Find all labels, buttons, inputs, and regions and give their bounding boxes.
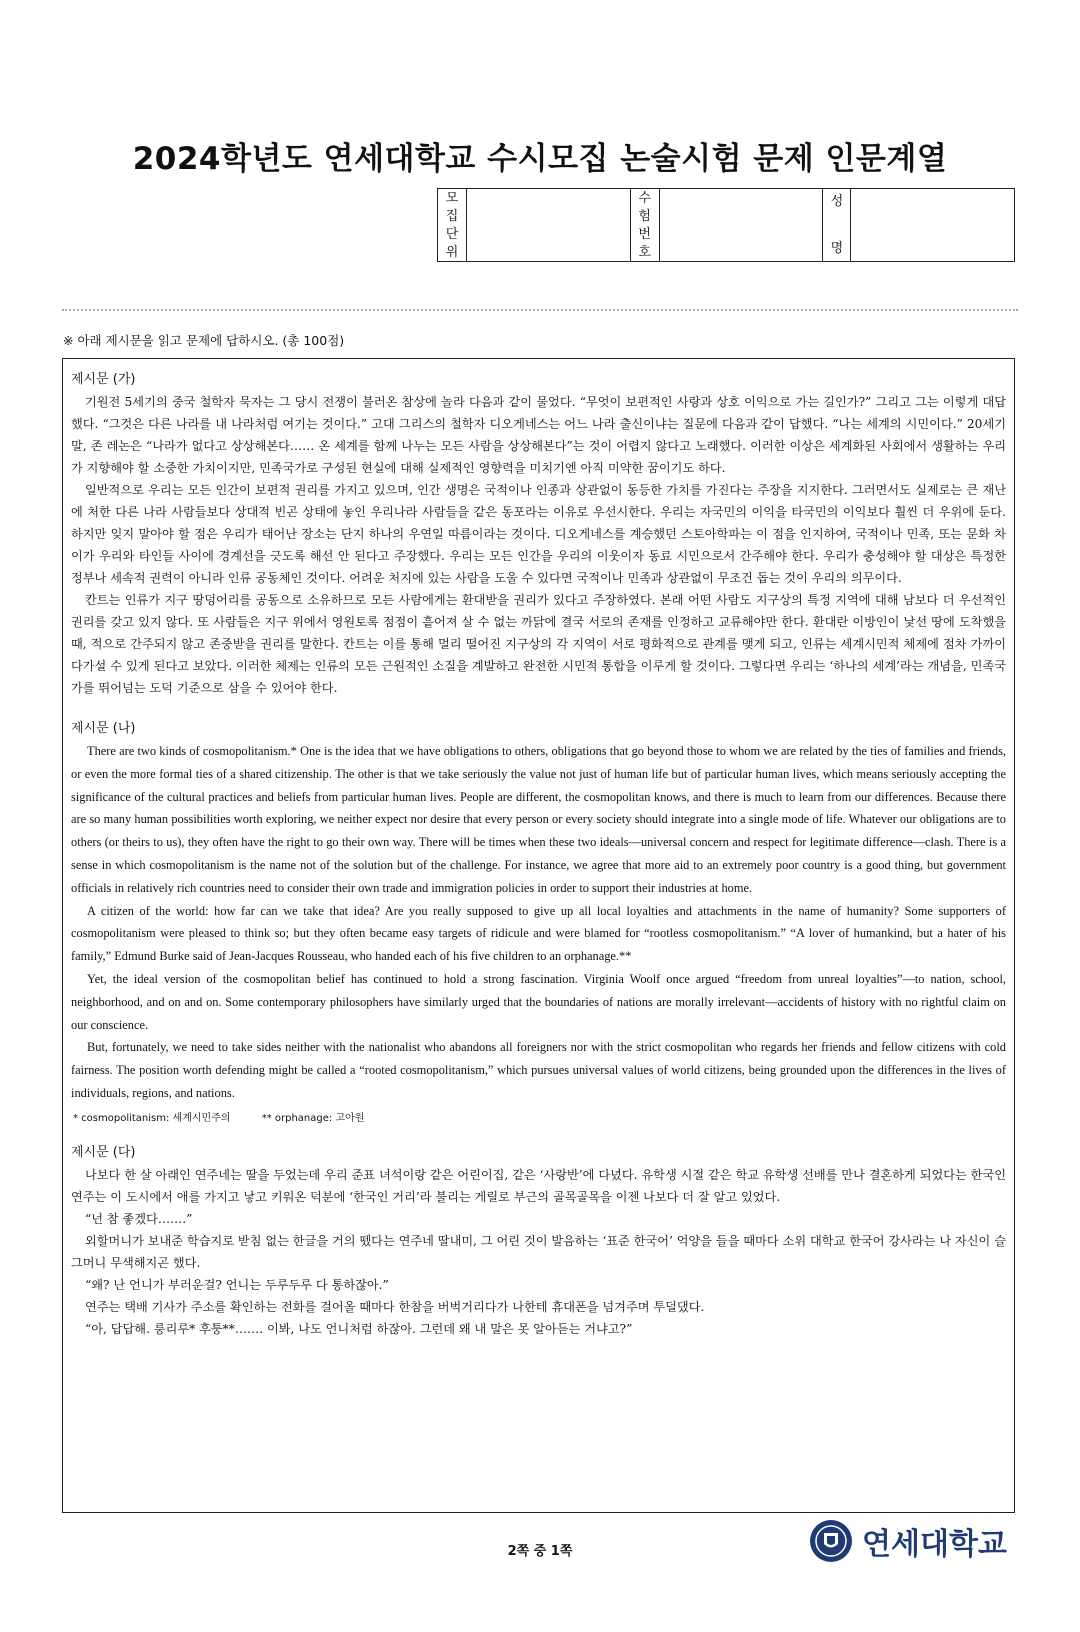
university-emblem-icon <box>808 1518 854 1564</box>
paragraph: “넌 참 좋겠다…….” <box>85 1211 193 1226</box>
passage-na-title: 제시문 (나) <box>71 721 136 736</box>
page-number: 2쪽 중 1쪽 <box>507 1544 573 1559</box>
passage-da-title: 제시문 (다) <box>71 1144 136 1160</box>
paragraph: But, fortunately, we need to take sides neither with the nationalist who abandons all foreigners nor with the strict cosmopolitan who regards her friends and fellow citizens with cold fairness. The position worth defending might be called a “rooted cosmopolitanism,” which pursues universal values of world citizens, being grounded upon the differences in the lives of individuals, regions, and nations. <box>71 1040 1006 1100</box>
exam-number-field[interactable] <box>660 189 824 261</box>
passage-na <box>71 740 1006 1105</box>
unit-label: 모 집 단 위 <box>438 189 467 261</box>
paragraph: 기원전 5세기의 중국 철학자 묵자는 그 당시 전쟁이 불러온 참상에 놀라 다음과 같이 물었다. “무엇이 보편적인 사랑과 상호 이익으로 가는 길인가?” 그리고 그는 이렇게 대답했다. “그것은 다른 나라를 내 나라처럼 여기는 것이다.” 고대 그리스의 철학자 디오게네스는 어느 나라 출신이냐는 질문에 다음과 같이 답했다. “나는 세계의 시민이다.” 20세기 말, 존 레논은 “나라가 없다고 상상해본다…… 온 세계를 함께 나누는 모든 사람을 상상해본다”는 것이 어렵지 않다고 노래했다. 이러한 이상은 세계화된 사회에서 생활하는 우리가 지향해야 할 소중한 가치이지만, 민족국가로 구성된 현실에 대해 실제적인 영향력을 미치기엔 아직 미약한 꿈이기도 하다. <box>71 395 1006 475</box>
id-table <box>437 188 1015 262</box>
name-field[interactable] <box>851 189 1014 261</box>
paragraph: 나보다 한 살 아래인 연주네는 딸을 두었는데 우리 준표 녀석이랑 같은 어린이집, 같은 ‘사랑반’에 다녔다. 유학생 시절 같은 학교 유학생 선배를 만나 결혼하게 되었다는 한국인 연주는 이 도시에서 애를 가지고 낳고 키워온 덕분에 ‘한국인 거리’라 불리는 게릴로 부근의 골목골목을 이젠 나보다 더 잘 알고 있었다. <box>71 1167 1006 1204</box>
footnotes <box>73 1109 1006 1129</box>
passage-ga <box>71 391 1006 699</box>
paragraph: There are two kinds of cosmopolitanism.* One is the idea that we have obligations to others, obligations that go beyond those to whom we are related by the ties of families and friends, or even the more formal ties of a shared citizenship. The other is that we take seriously the value not just of human life but of particular human lives, which means seriously accepting the significance of the cultural practices and beliefs from particular human lives. People are different, the cosmopolitan knows, and there is much to learn from our differences. Because there are so many human possibilities worth exploring, we neither expect nor desire that every person or every society should integrate into a single mode of life. Whatever our obligations are to others (or theirs to us), they often have the right to go their own way. There will be times when these two ideals—universal concern and respect for legitimate difference—clash. There is a sense in which cosmopolitanism is the name not of the solution but of the challenge. For instance, we agree that more aid to an extremely poor country is a good thing, but government officials in relatively rich countries need to consider their own trade and immigration policies in order to support their industries at home. <box>71 744 1006 895</box>
university-name: 연세대학교 <box>862 1527 1007 1562</box>
instruction: ※ 아래 제시문을 읽고 문제에 답하시오. (총 100점) <box>63 333 345 348</box>
footnote: * cosmopolitanism: 세계시민주의 <box>73 1112 231 1124</box>
passage-ga-title: 제시문 (가) <box>71 372 136 387</box>
paragraph: 연주는 택배 기사가 주소를 확인하는 전화를 걸어올 때마다 한참을 버벅거리다가 나한테 휴대폰을 넘겨주며 투덜댔다. <box>85 1299 705 1314</box>
paragraph: A citizen of the world: how far can we take that idea? Are you really supposed to give up all local loyalties and attachments in the name of humanity? Some supporters of cosmopolitanism were pleased to think so; but they often became easy targets of ridicule and were blamed for “rootless cosmopolitanism.” “A lover of humankind, but a hater of his family,” Edmund Burke said of Jean-Jacques Rousseau, who handed each of his five children to an orphanage.** <box>71 903 1006 964</box>
paragraph: 외할머니가 보내준 학습지로 받침 없는 한글을 거의 뗐다는 연주네 딸내미, 그 어린 것이 발음하는 ‘표준 한국어’ 억양을 들을 때마다 소위 대학교 한국어 강사라는 나 자신이 슬그머니 무색해지곤 했다. <box>71 1233 1006 1270</box>
paragraph: “왜? 난 언니가 부러운걸? 언니는 두루두루 다 통하잖아.” <box>85 1277 389 1292</box>
exam-number-label: 수 험 번 호 <box>631 189 660 261</box>
footnote: ** orphanage: 고아원 <box>261 1112 365 1124</box>
paragraph: “아, 답답해. 룽리루* 후퉁**……. 이봐, 나도 언니처럼 하잖아. 그런데 왜 내 말은 못 알아듣는 거냐고?” <box>85 1321 633 1336</box>
paragraph: Yet, the ideal version of the cosmopolitan belief has continued to hold a strong fascination. Virginia Woolf once argued “freedom from unreal loyalties”—to nation, school, neighborhood, and on and on. Some contemporary philosophers have similarly urged that the boundaries of nations are morally irrelevant—accidents of history with no rightful claim on our conscience. <box>71 971 1006 1032</box>
university-logo <box>808 1518 1007 1564</box>
paragraph: 칸트는 인류가 지구 땅덩어리를 공동으로 소유하므로 모든 사람에게는 환대받을 권리가 있다고 주장하였다. 본래 어떤 사람도 지구상의 특정 지역에 대해 남보다 더 우선적인 권리를 갖고 있지 않다. 또 사람들은 지구 위에서 영원토록 점점이 흩어져 살 수 없는 까닭에 결국 서로의 존재를 인정하고 교류해야만 한다. 환대란 이방인이 낯선 땅에 도착했을 때, 적으로 간주되지 않고 존중받을 권리를 말한다. 칸트는 이를 통해 멀리 떨어진 지구상의 각 지역이 서로 평화적으로 관계를 맺게 되고, 인류는 세계시민적 체제에 점차 가까이 다가설 수 있게 된다고 보았다. 이러한 체제는 인류의 모든 근원적인 소질을 계발하고 완전한 시민적 통합을 이루게 할 것이다. 그렇다면 우리는 ‘하나의 세계’라는 개념을, 민족국가를 뛰어넘는 도덕 기준으로 삼을 수 있어야 한다. <box>71 593 1006 695</box>
paragraph: 일반적으로 우리는 모든 인간이 보편적 권리를 가지고 있으며, 인간 생명은 국적이나 인종과 상관없이 동등한 가치를 가진다는 주장을 지지한다. 그러면서도 실제로는 큰 재난에 처한 다른 나라 사람들보다 상대적 빈곤 상태에 놓인 우리나라 사람들을 같은 동포라는 이유로 우선시한다. 우리는 자국민의 이익을 타국민의 이익보다 훨씬 더 우위에 둔다. 하지만 잊지 말아야 할 점은 우리가 태어난 장소는 단지 하나의 우연일 따름이라는 것이다. 디오게네스를 계승했던 스토아학파는 이 점을 인지하여, 국적이나 민족, 또는 문화 차이가 우리와 타인들 사이에 경계선을 긋도록 해선 안 된다고 주장했다. 우리는 모든 인간을 우리의 이웃이자 동료 시민으로서 간주해야 한다. 우리가 충성해야 할 대상은 특정한 정부나 세속적 권력이 아니라 인류 공동체인 것이다. 어려운 처지에 있는 사람을 도울 수 있다면 국적이나 민족과 상관없이 무조건 돕는 것이 우리의 의무이다. <box>71 483 1006 585</box>
passage-box <box>62 358 1015 1513</box>
passage-da <box>71 1164 1006 1340</box>
unit-field[interactable] <box>467 189 631 261</box>
page-title: 2024학년도 연세대학교 수시모집 논술시험 문제 인문계열 <box>132 141 948 177</box>
dotted-divider <box>62 309 1018 311</box>
name-label: 성 명 <box>823 189 851 261</box>
